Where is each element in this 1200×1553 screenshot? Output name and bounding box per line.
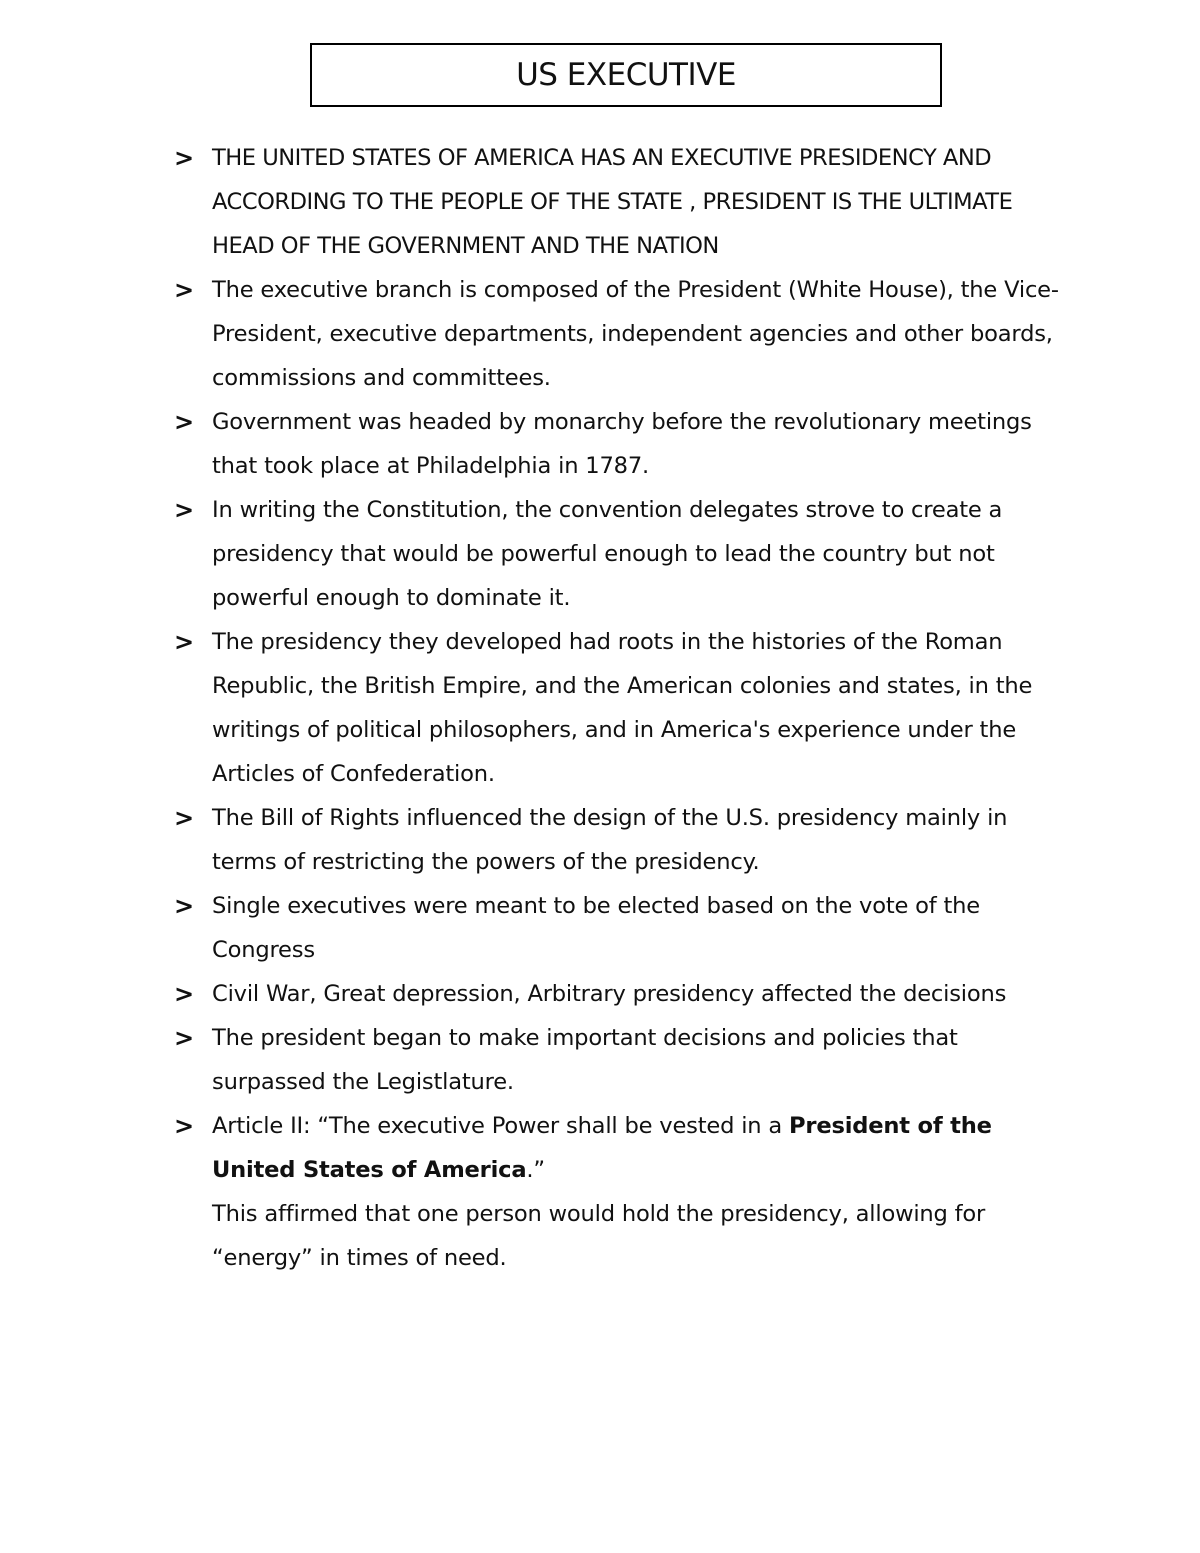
list-item-text: Civil War, Great depression, Arbitrary presidency affected the decisions — [212, 981, 1007, 1007]
bullet-arrow-icon: > — [174, 1112, 194, 1140]
list-item — [172, 972, 1072, 1016]
list-item — [172, 884, 1072, 972]
list-item-text: In writing the Constitution, the convention delegates strove to create a presidency that would be powerful enough to lead the country but not powerful enough to dominate it. — [212, 497, 1003, 611]
list-item — [172, 1016, 1072, 1104]
article-continuation-text: This affirmed that one person would hold the presidency, allowing for “energy” in times of need. — [212, 1201, 986, 1271]
bullet-arrow-icon: > — [174, 628, 194, 656]
list-item-text: Single executives were meant to be elected based on the vote of the Congress — [212, 893, 981, 963]
list-item — [172, 796, 1072, 884]
list-item-text: The Bill of Rights influenced the design of the U.S. presidency mainly in terms of restricting the powers of the presidency. — [212, 805, 1008, 875]
article-quote-emphasis: President of the United States of America — [212, 1113, 992, 1183]
bullet-arrow-icon: > — [174, 804, 194, 832]
article-quote-suffix: .” — [526, 1157, 545, 1183]
list-item — [172, 136, 1072, 268]
bullet-arrow-icon: > — [174, 276, 194, 304]
list-item-text — [212, 1113, 992, 1183]
list-item-text: The presidency they developed had roots in the histories of the Roman Republic, the British Empire, and the American colonies and states, in the writings of political philosophers, and in America's experience under the Articles of Confederation. — [212, 629, 1033, 787]
list-item-text: Government was headed by monarchy before the revolutionary meetings that took place at Philadelphia in 1787. — [212, 409, 1032, 479]
list-item-text: THE UNITED STATES OF AMERICA HAS AN EXECUTIVE PRESIDENCY AND ACCORDING TO THE PEOPLE OF THE STATE , PRESIDENT IS THE ULTIMATE HEAD OF THE GOVERNMENT AND THE NATION — [212, 145, 1013, 259]
list-item — [172, 400, 1072, 488]
article-quote-prefix: Article II: “The executive Power shall be vested in a — [212, 1113, 790, 1139]
list-item — [172, 488, 1072, 620]
bullet-arrow-icon: > — [174, 408, 194, 436]
list-item-article-ii — [172, 1104, 1072, 1280]
bullet-arrow-icon: > — [174, 892, 194, 920]
list-item — [172, 268, 1072, 400]
page-title-box — [310, 43, 942, 107]
list-item — [172, 620, 1072, 796]
bullet-list — [172, 136, 1072, 1280]
bullet-arrow-icon: > — [174, 980, 194, 1008]
bullet-arrow-icon: > — [174, 144, 194, 172]
list-item-text: The president began to make important decisions and policies that surpassed the Legistlature. — [212, 1025, 958, 1095]
bullet-arrow-icon: > — [174, 496, 194, 524]
page-title: US EXECUTIVE — [516, 57, 736, 93]
list-item-text: The executive branch is composed of the President (White House), the Vice-President, executive departments, independent agencies and other boards, commissions and committees. — [212, 277, 1059, 391]
bullet-arrow-icon: > — [174, 1024, 194, 1052]
